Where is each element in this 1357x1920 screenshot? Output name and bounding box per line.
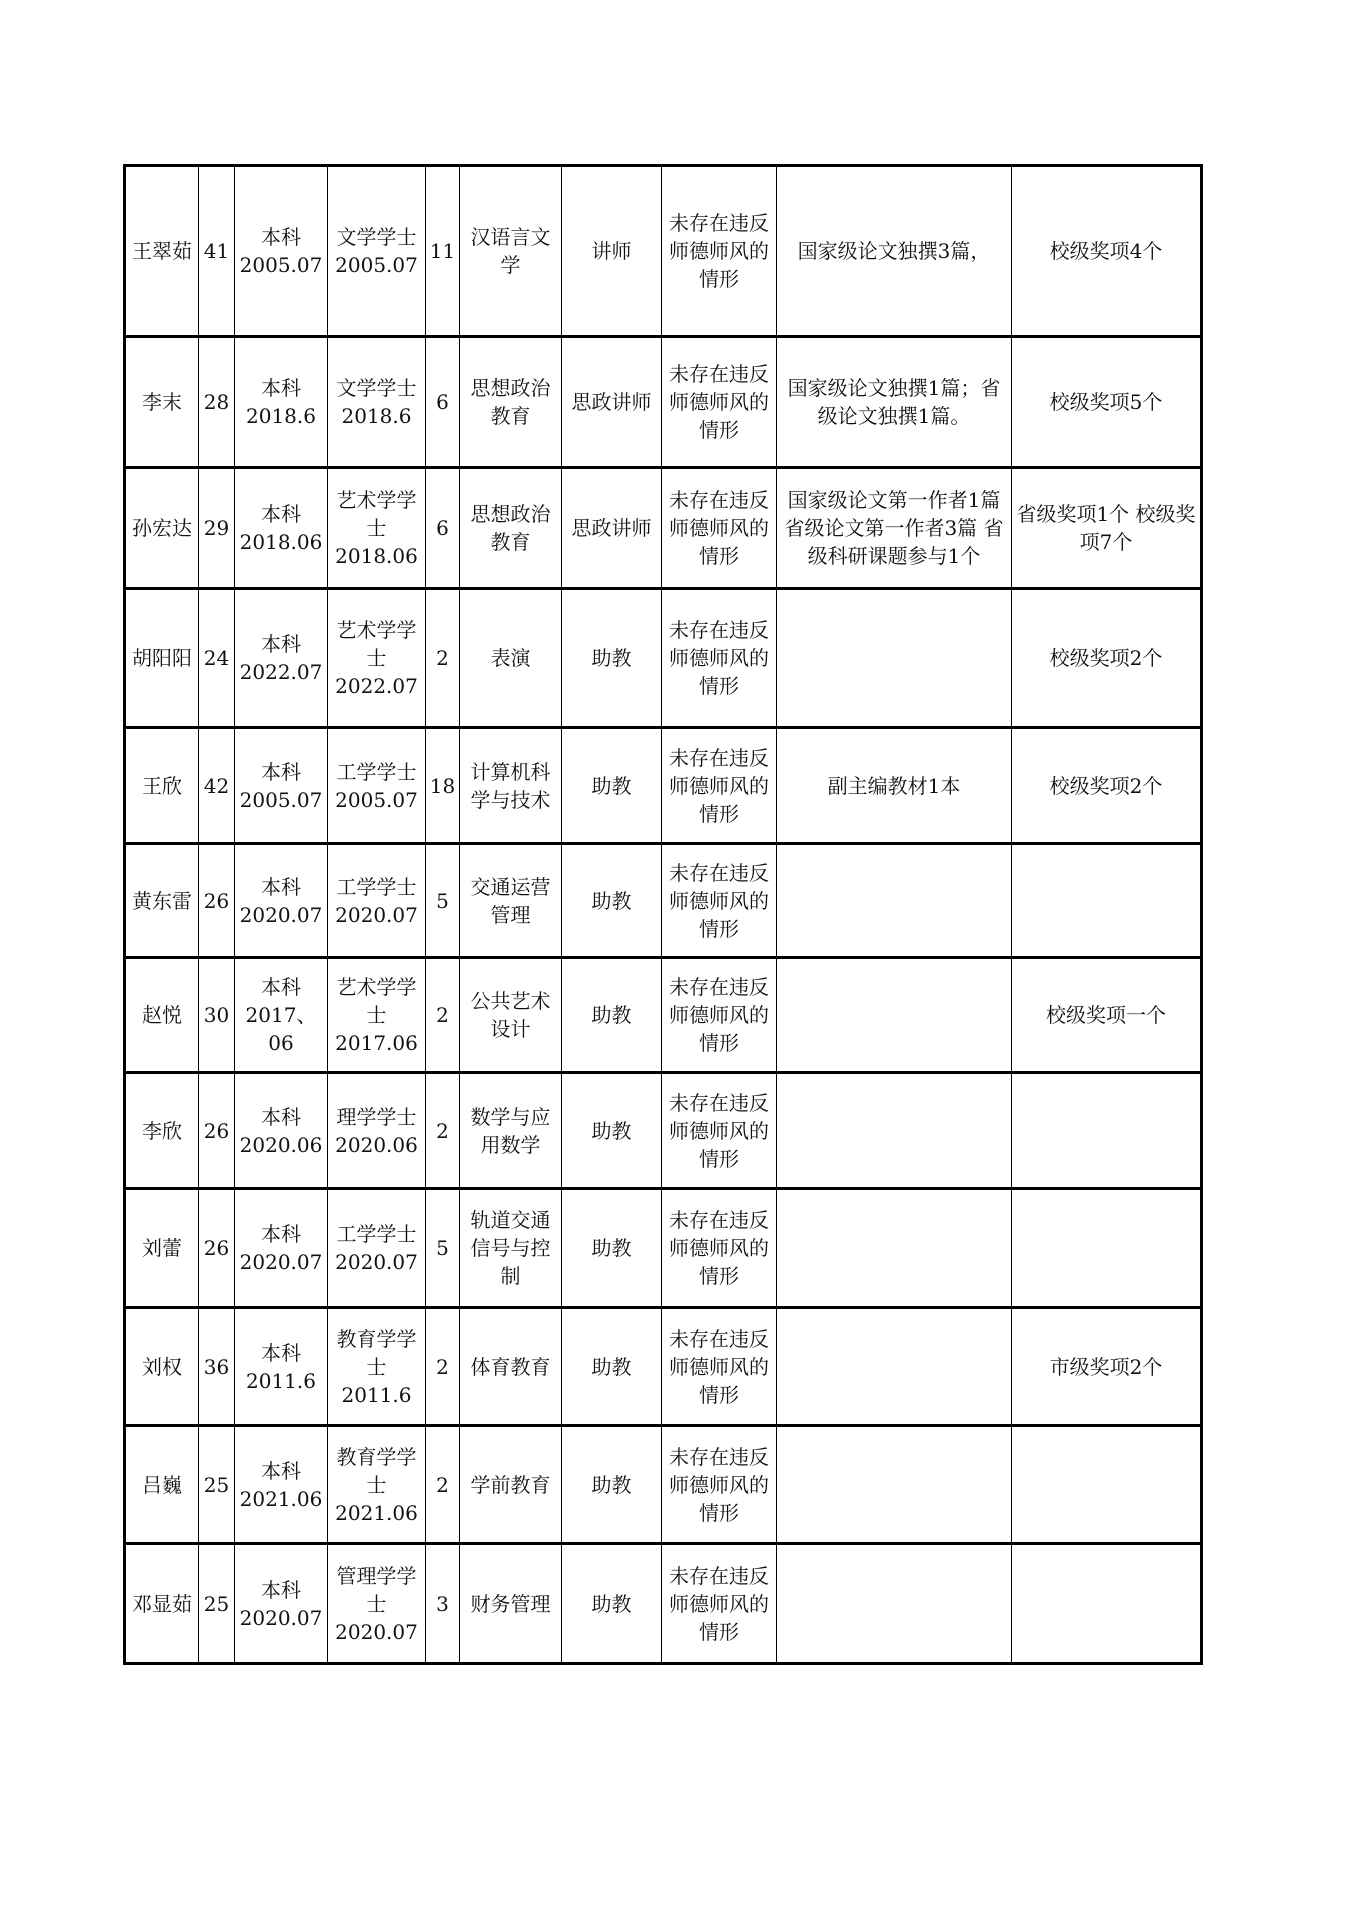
ethics-cell: 未存在违反师德师风的情形 bbox=[662, 468, 777, 589]
degree-cell: 工学学士 2020.07 bbox=[328, 1189, 426, 1308]
education-cell: 本科 2005.07 bbox=[235, 728, 328, 844]
awards-cell: 校级奖项一个 bbox=[1012, 958, 1202, 1073]
age-cell: 25 bbox=[199, 1426, 235, 1544]
title-cell: 助教 bbox=[562, 844, 662, 958]
ethics-cell: 未存在违反师德师风的情形 bbox=[662, 1544, 777, 1664]
title-cell: 助教 bbox=[562, 1308, 662, 1426]
research-cell: 副主编教材1本 bbox=[777, 728, 1012, 844]
awards-cell: 校级奖项4个 bbox=[1012, 166, 1202, 337]
age-cell: 28 bbox=[199, 337, 235, 468]
education-cell: 本科 2020.07 bbox=[235, 1544, 328, 1664]
teaching-years-cell: 5 bbox=[426, 844, 460, 958]
major-cell: 思想政治教育 bbox=[460, 337, 562, 468]
table-row bbox=[125, 337, 1202, 468]
title-cell: 助教 bbox=[562, 1073, 662, 1189]
name-cell: 王翠茹 bbox=[125, 166, 199, 337]
degree-cell: 教育学学士 2011.6 bbox=[328, 1308, 426, 1426]
age-cell: 30 bbox=[199, 958, 235, 1073]
education-cell: 本科 2018.06 bbox=[235, 468, 328, 589]
teaching-years-cell: 5 bbox=[426, 1189, 460, 1308]
name-cell: 刘权 bbox=[125, 1308, 199, 1426]
major-cell: 表演 bbox=[460, 589, 562, 728]
title-cell: 助教 bbox=[562, 1544, 662, 1664]
name-cell: 胡阳阳 bbox=[125, 589, 199, 728]
teaching-years-cell: 2 bbox=[426, 958, 460, 1073]
major-cell: 公共艺术设计 bbox=[460, 958, 562, 1073]
degree-cell: 艺术学学士 2017.06 bbox=[328, 958, 426, 1073]
research-cell bbox=[777, 1544, 1012, 1664]
teaching-years-cell: 2 bbox=[426, 1426, 460, 1544]
table-row bbox=[125, 1073, 1202, 1189]
table-row bbox=[125, 166, 1202, 337]
table-row bbox=[125, 1544, 1202, 1664]
name-cell: 赵悦 bbox=[125, 958, 199, 1073]
table-row bbox=[125, 468, 1202, 589]
name-cell: 刘蕾 bbox=[125, 1189, 199, 1308]
degree-cell: 文学学士 2005.07 bbox=[328, 166, 426, 337]
title-cell: 助教 bbox=[562, 1426, 662, 1544]
ethics-cell: 未存在违反师德师风的情形 bbox=[662, 844, 777, 958]
staff-table bbox=[123, 164, 1203, 1665]
education-cell: 本科 2022.07 bbox=[235, 589, 328, 728]
major-cell: 交通运营管理 bbox=[460, 844, 562, 958]
awards-cell: 市级奖项2个 bbox=[1012, 1308, 1202, 1426]
table-row bbox=[125, 958, 1202, 1073]
degree-cell: 管理学学士 2020.07 bbox=[328, 1544, 426, 1664]
degree-cell: 工学学士 2005.07 bbox=[328, 728, 426, 844]
title-cell: 思政讲师 bbox=[562, 468, 662, 589]
education-cell: 本科 2017、06 bbox=[235, 958, 328, 1073]
education-cell: 本科 2018.6 bbox=[235, 337, 328, 468]
teaching-years-cell: 6 bbox=[426, 468, 460, 589]
name-cell: 李欣 bbox=[125, 1073, 199, 1189]
major-cell: 计算机科学与技术 bbox=[460, 728, 562, 844]
education-cell: 本科 2011.6 bbox=[235, 1308, 328, 1426]
research-cell bbox=[777, 958, 1012, 1073]
major-cell: 轨道交通信号与控制 bbox=[460, 1189, 562, 1308]
table-row bbox=[125, 1189, 1202, 1308]
age-cell: 29 bbox=[199, 468, 235, 589]
ethics-cell: 未存在违反师德师风的情形 bbox=[662, 1073, 777, 1189]
table-row bbox=[125, 1308, 1202, 1426]
title-cell: 助教 bbox=[562, 728, 662, 844]
awards-cell: 校级奖项2个 bbox=[1012, 728, 1202, 844]
ethics-cell: 未存在违反师德师风的情形 bbox=[662, 1189, 777, 1308]
awards-cell bbox=[1012, 1189, 1202, 1308]
research-cell bbox=[777, 1189, 1012, 1308]
major-cell: 汉语言文学 bbox=[460, 166, 562, 337]
major-cell: 学前教育 bbox=[460, 1426, 562, 1544]
age-cell: 26 bbox=[199, 1189, 235, 1308]
research-cell bbox=[777, 1426, 1012, 1544]
major-cell: 思想政治教育 bbox=[460, 468, 562, 589]
age-cell: 42 bbox=[199, 728, 235, 844]
table-row bbox=[125, 589, 1202, 728]
name-cell: 邓显茹 bbox=[125, 1544, 199, 1664]
research-cell: 国家级论文第一作者1篇 省级论文第一作者3篇 省级科研课题参与1个 bbox=[777, 468, 1012, 589]
awards-cell bbox=[1012, 844, 1202, 958]
teaching-years-cell: 3 bbox=[426, 1544, 460, 1664]
awards-cell: 校级奖项5个 bbox=[1012, 337, 1202, 468]
degree-cell: 艺术学学士 2018.06 bbox=[328, 468, 426, 589]
ethics-cell: 未存在违反师德师风的情形 bbox=[662, 166, 777, 337]
degree-cell: 艺术学学士 2022.07 bbox=[328, 589, 426, 728]
age-cell: 25 bbox=[199, 1544, 235, 1664]
research-cell bbox=[777, 589, 1012, 728]
research-cell bbox=[777, 1308, 1012, 1426]
degree-cell: 教育学学士 2021.06 bbox=[328, 1426, 426, 1544]
degree-cell: 文学学士 2018.6 bbox=[328, 337, 426, 468]
research-cell: 国家级论文独撰3篇， bbox=[777, 166, 1012, 337]
title-cell: 思政讲师 bbox=[562, 337, 662, 468]
research-cell bbox=[777, 844, 1012, 958]
awards-cell bbox=[1012, 1073, 1202, 1189]
major-cell: 数学与应用数学 bbox=[460, 1073, 562, 1189]
ethics-cell: 未存在违反师德师风的情形 bbox=[662, 337, 777, 468]
teaching-years-cell: 2 bbox=[426, 1073, 460, 1189]
ethics-cell: 未存在违反师德师风的情形 bbox=[662, 1308, 777, 1426]
awards-cell: 校级奖项2个 bbox=[1012, 589, 1202, 728]
title-cell: 助教 bbox=[562, 958, 662, 1073]
name-cell: 黄东雷 bbox=[125, 844, 199, 958]
title-cell: 助教 bbox=[562, 1189, 662, 1308]
age-cell: 26 bbox=[199, 844, 235, 958]
age-cell: 36 bbox=[199, 1308, 235, 1426]
teaching-years-cell: 11 bbox=[426, 166, 460, 337]
teaching-years-cell: 2 bbox=[426, 1308, 460, 1426]
major-cell: 财务管理 bbox=[460, 1544, 562, 1664]
age-cell: 26 bbox=[199, 1073, 235, 1189]
degree-cell: 理学学士 2020.06 bbox=[328, 1073, 426, 1189]
ethics-cell: 未存在违反师德师风的情形 bbox=[662, 589, 777, 728]
awards-cell: 省级奖项1个 校级奖项7个 bbox=[1012, 468, 1202, 589]
education-cell: 本科 2021.06 bbox=[235, 1426, 328, 1544]
education-cell: 本科 2005.07 bbox=[235, 166, 328, 337]
teaching-years-cell: 2 bbox=[426, 589, 460, 728]
table-row bbox=[125, 1426, 1202, 1544]
teaching-years-cell: 6 bbox=[426, 337, 460, 468]
awards-cell bbox=[1012, 1426, 1202, 1544]
ethics-cell: 未存在违反师德师风的情形 bbox=[662, 958, 777, 1073]
table-row bbox=[125, 844, 1202, 958]
ethics-cell: 未存在违反师德师风的情形 bbox=[662, 1426, 777, 1544]
ethics-cell: 未存在违反师德师风的情形 bbox=[662, 728, 777, 844]
name-cell: 王欣 bbox=[125, 728, 199, 844]
education-cell: 本科 2020.07 bbox=[235, 844, 328, 958]
table-body bbox=[125, 166, 1202, 1664]
research-cell bbox=[777, 1073, 1012, 1189]
name-cell: 李末 bbox=[125, 337, 199, 468]
degree-cell: 工学学士 2020.07 bbox=[328, 844, 426, 958]
research-cell: 国家级论文独撰1篇；省级论文独撰1篇。 bbox=[777, 337, 1012, 468]
age-cell: 24 bbox=[199, 589, 235, 728]
education-cell: 本科 2020.06 bbox=[235, 1073, 328, 1189]
education-cell: 本科 2020.07 bbox=[235, 1189, 328, 1308]
name-cell: 孙宏达 bbox=[125, 468, 199, 589]
age-cell: 41 bbox=[199, 166, 235, 337]
title-cell: 助教 bbox=[562, 589, 662, 728]
name-cell: 吕巍 bbox=[125, 1426, 199, 1544]
major-cell: 体育教育 bbox=[460, 1308, 562, 1426]
title-cell: 讲师 bbox=[562, 166, 662, 337]
table-row bbox=[125, 728, 1202, 844]
teaching-years-cell: 18 bbox=[426, 728, 460, 844]
awards-cell bbox=[1012, 1544, 1202, 1664]
